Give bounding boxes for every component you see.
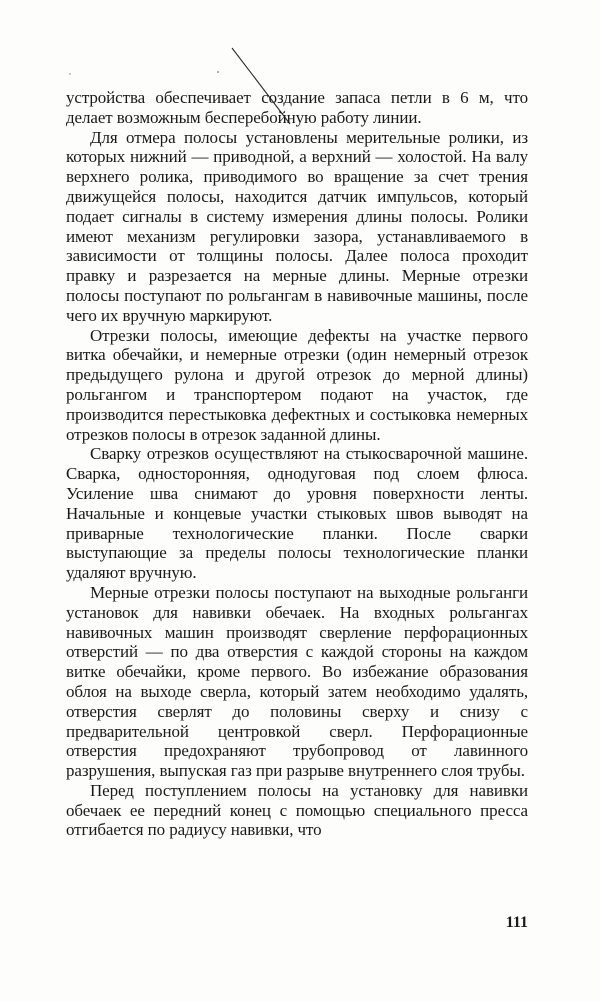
- paragraph-1: устройства обеспечивает создание запаса петли в 6 м, что делает возможным бесперебойную работу линии.: [66, 88, 528, 127]
- page-number: 111: [505, 914, 528, 931]
- paragraph-3: Отрезки полосы, имеющие дефекты на участке первого витка обечайки, и немерные отрезки (один немерный отрезок предыдущего рулона и другой отрезок до мерной длины) рольгангом и транспортером подают на участок, где производится перестыковка дефектных и состыковка немерных отрезков полосы в отрезок заданной длины.: [66, 325, 528, 444]
- body-text: [66, 88, 528, 840]
- paragraph-4: Сварку отрезков осуществляют на стыкосварочной машине. Сварка, односторонняя, однодуговая под слоем флюса. Усиление шва снимают до уровня поверхности ленты. Начальные и концевые участки стыковых швов выводят на приварные технологические планки. После сварки выступающие за пределы полосы технологические планки удаляют вручную.: [66, 444, 528, 583]
- paragraph-6: Перед поступлением полосы на установку для навивки обечаек ее передний конец с помощью специального пресса отгибается по радиусу навивки, что: [66, 780, 528, 840]
- paragraph-5: Мерные отрезки полосы поступают на выходные рольганги установок для навивки обечаек. На входных рольгангах навивочных машин производят сверление перфорационных отверстий — по два отверстия с каждой стороны на каждом витке обечайки, кроме первого. Во избежание образования облоя на выходе сверла, который затем необходимо удалять, отверстия сверлят до половины сверху и снизу с предварительной центровкой сверл. Перфорационные отверстия предохраняют трубопровод от лавинного разрушения, выпуская газ при разрыве внутреннего слоя трубы.: [66, 582, 528, 781]
- paragraph-2: Для отмера полосы установлены мерительные ролики, из которых нижний — приводной, а верхний — холостой. На валу верхнего ролика, приводимого во вращение за счет трения движущейся полосы, находится датчик импульсов, который подает сигналы в систему измерения длины полосы. Ролики имеют механизм регулировки зазора, устанавливаемого в зависимости от толщины полосы. Далее полоса проходит правку и разрезается на мерные длины. Мерные отрезки полосы поступают по рольгангам в навивочные машины, после чего их вручную маркируют.: [66, 127, 528, 325]
